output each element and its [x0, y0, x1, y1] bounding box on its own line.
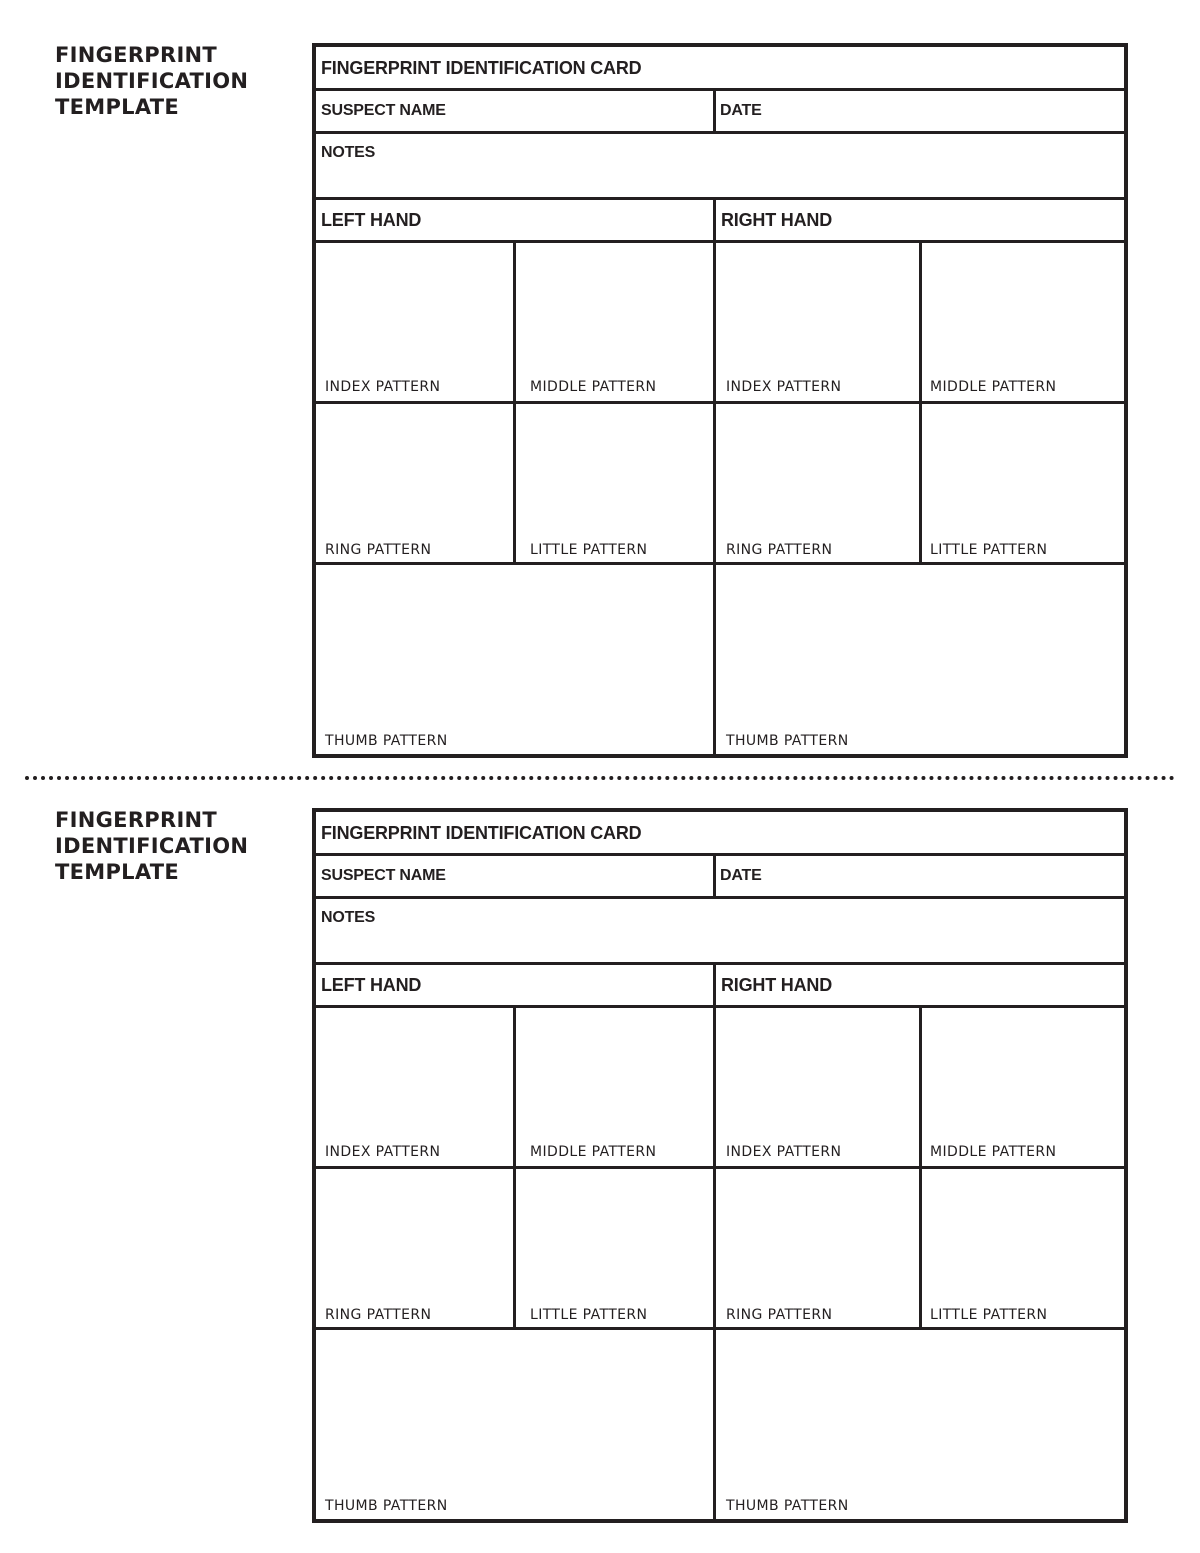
right-index-box[interactable]: [716, 1008, 919, 1166]
right-thumb-label: THUMB PATTERN: [726, 733, 849, 749]
right-thumb-box[interactable]: [716, 1330, 1124, 1519]
right-thumb-box[interactable]: [716, 565, 1124, 754]
right-hand-label: RIGHT HAND: [721, 210, 832, 230]
left-index-label: INDEX PATTERN: [325, 379, 441, 395]
template-heading-line-3: TEMPLATE: [55, 95, 180, 119]
right-little-box[interactable]: [922, 1169, 1124, 1327]
cut-line: [25, 776, 1175, 780]
right-index-label: INDEX PATTERN: [726, 379, 842, 395]
left-thumb-label: THUMB PATTERN: [325, 1498, 448, 1514]
right-index-label: INDEX PATTERN: [726, 1144, 842, 1160]
suspect-name-label: SUSPECT NAME: [321, 867, 446, 884]
divider: [316, 962, 1124, 965]
right-middle-box[interactable]: [922, 1008, 1124, 1166]
suspect-name-field[interactable]: [316, 856, 713, 896]
right-middle-box[interactable]: [922, 243, 1124, 401]
left-thumb-box[interactable]: [316, 565, 713, 754]
template-heading-line-1: FINGERPRINT: [55, 43, 218, 67]
left-thumb-label: THUMB PATTERN: [325, 733, 448, 749]
card-title: FINGERPRINT IDENTIFICATION CARD: [321, 58, 642, 78]
divider: [316, 197, 1124, 200]
date-field[interactable]: [716, 856, 1124, 896]
left-index-box[interactable]: [316, 243, 513, 401]
right-little-box[interactable]: [922, 404, 1124, 562]
right-ring-label: RING PATTERN: [726, 542, 833, 558]
right-little-label: LITTLE PATTERN: [930, 1307, 1048, 1323]
left-ring-box[interactable]: [316, 1169, 513, 1327]
notes-label: NOTES: [321, 144, 376, 161]
left-hand-label: LEFT HAND: [321, 210, 422, 230]
suspect-name-field[interactable]: [316, 91, 713, 131]
left-middle-box[interactable]: [516, 243, 713, 401]
left-little-label: LITTLE PATTERN: [530, 542, 648, 558]
left-ring-box[interactable]: [316, 404, 513, 562]
card-title: FINGERPRINT IDENTIFICATION CARD: [321, 823, 642, 843]
left-hand-label: LEFT HAND: [321, 975, 422, 995]
fingerprint-card: [312, 43, 1128, 758]
left-thumb-box[interactable]: [316, 1330, 713, 1519]
left-index-label: INDEX PATTERN: [325, 1144, 441, 1160]
right-middle-label: MIDDLE PATTERN: [930, 379, 1057, 395]
left-middle-box[interactable]: [516, 1008, 713, 1166]
left-middle-label: MIDDLE PATTERN: [530, 379, 657, 395]
template-heading: [55, 807, 295, 885]
right-ring-box[interactable]: [716, 404, 919, 562]
right-little-label: LITTLE PATTERN: [930, 542, 1048, 558]
template-heading-line-2: IDENTIFICATION: [55, 69, 249, 93]
template-heading-line-2: IDENTIFICATION: [55, 834, 249, 858]
left-little-box[interactable]: [516, 404, 713, 562]
notes-field[interactable]: [316, 134, 1124, 197]
right-thumb-label: THUMB PATTERN: [726, 1498, 849, 1514]
right-middle-label: MIDDLE PATTERN: [930, 1144, 1057, 1160]
left-middle-label: MIDDLE PATTERN: [530, 1144, 657, 1160]
right-ring-box[interactable]: [716, 1169, 919, 1327]
date-field[interactable]: [716, 91, 1124, 131]
template-heading-line-3: TEMPLATE: [55, 860, 180, 884]
date-label: DATE: [720, 867, 762, 884]
left-ring-label: RING PATTERN: [325, 1307, 432, 1323]
left-ring-label: RING PATTERN: [325, 542, 432, 558]
template-heading: [55, 42, 295, 120]
right-ring-label: RING PATTERN: [726, 1307, 833, 1323]
date-label: DATE: [720, 102, 762, 119]
suspect-name-label: SUSPECT NAME: [321, 102, 446, 119]
notes-field[interactable]: [316, 899, 1124, 962]
notes-label: NOTES: [321, 909, 376, 926]
right-index-box[interactable]: [716, 243, 919, 401]
left-index-box[interactable]: [316, 1008, 513, 1166]
template-heading-line-1: FINGERPRINT: [55, 808, 218, 832]
right-hand-label: RIGHT HAND: [721, 975, 832, 995]
fingerprint-card: [312, 808, 1128, 1523]
left-little-label: LITTLE PATTERN: [530, 1307, 648, 1323]
left-little-box[interactable]: [516, 1169, 713, 1327]
